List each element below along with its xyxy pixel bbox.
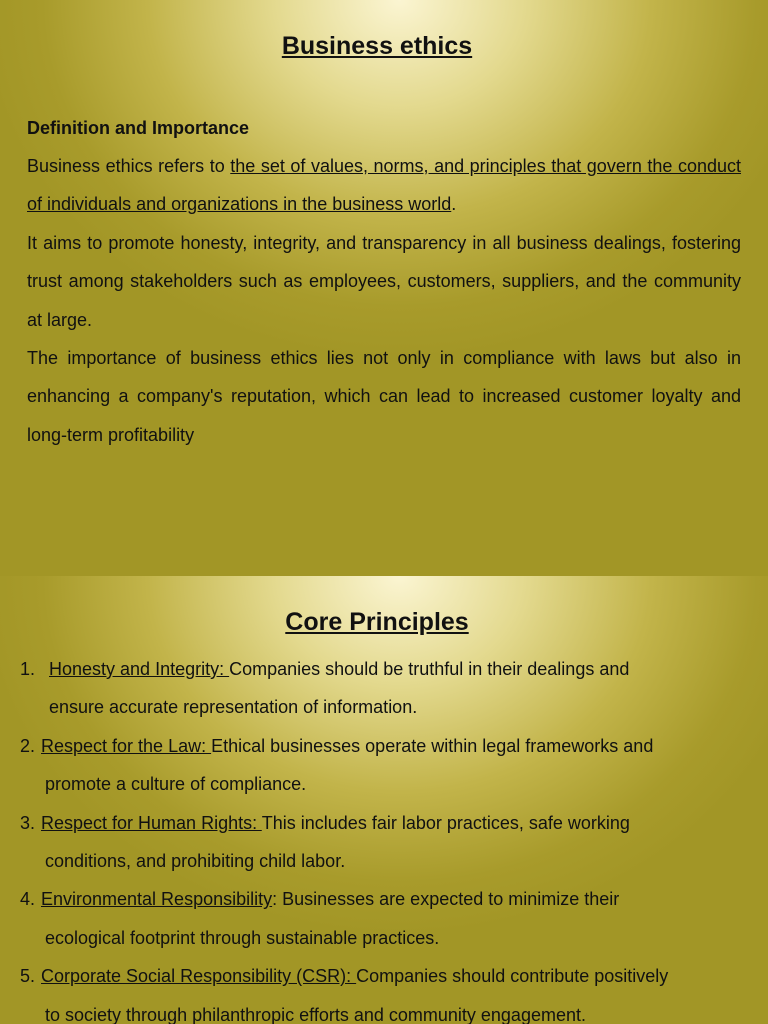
item-text: Ethical businesses operate within legal frameworks and: [211, 735, 654, 756]
list-item: [0, 880, 768, 957]
item-term: Respect for the Law:: [41, 735, 212, 756]
item-term: Environmental Responsibility: [41, 889, 273, 910]
list-item: [0, 650, 768, 727]
item-text: Companies should contribute positively: [356, 966, 669, 987]
paragraph-aims: It aims to promote honesty, integrity, and transparency in all business dealings, fostering trust among stakeholders such as employees, customers, suppliers, and the community at large.: [27, 232, 741, 330]
principles-list: [0, 650, 768, 1024]
definition-body: [27, 147, 741, 454]
item-text-continued: conditions, and prohibiting child labor.: [45, 851, 346, 872]
item-term: Honesty and Integrity:: [49, 659, 230, 679]
item-number: 5.: [20, 966, 36, 987]
definition-prefix: Business ethics refers to: [27, 156, 231, 176]
definition-underlined: the set of values, norms, and principles that govern the conduct of individuals and organizations in the business world: [27, 156, 741, 215]
item-text: Companies should be truthful in their dealings and: [229, 659, 630, 679]
item-text: This includes fair labor practices, safe working: [261, 812, 630, 833]
item-number: 1.: [20, 659, 36, 679]
section-subheading: Definition and Importance: [27, 118, 250, 138]
list-item: [0, 957, 768, 1024]
item-text-continued: ensure accurate representation of information.: [49, 697, 418, 718]
item-text-continued: ecological footprint through sustainable practices.: [45, 927, 440, 948]
paragraph-definition: [27, 147, 741, 224]
paragraph-importance: The importance of business ethics lies not only in compliance with laws but also in enhancing a company's reputation, which can lead to increased customer loyalty and long-term profitability: [27, 348, 741, 445]
item-number: 4.: [20, 889, 36, 910]
slide-title: Business ethics: [281, 32, 473, 60]
item-text-continued: promote a culture of compliance.: [45, 774, 307, 795]
item-term: Respect for Human Rights:: [41, 812, 262, 833]
item-number: 2.: [20, 735, 36, 756]
slide-title: Core Principles: [285, 608, 469, 636]
item-text: : Businesses are expected to minimize their: [272, 889, 620, 910]
slide-core-principles: [0, 576, 768, 1024]
definition-suffix: .: [451, 194, 457, 215]
list-item: [0, 804, 768, 881]
item-term: Corporate Social Responsibility (CSR):: [41, 966, 357, 987]
list-item: [0, 727, 768, 804]
item-text-continued: to society through philanthropic efforts and community engagement.: [45, 1004, 586, 1024]
item-number: 3.: [20, 812, 36, 833]
